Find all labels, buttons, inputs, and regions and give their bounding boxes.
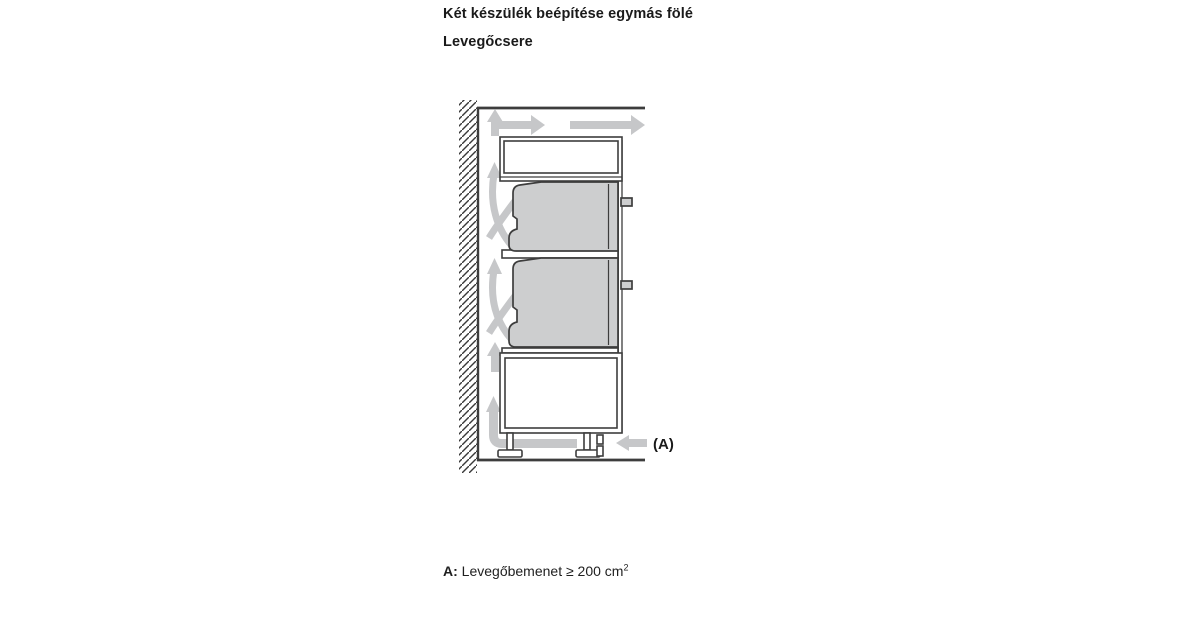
air-inlet-arrow <box>616 435 647 451</box>
top-niche <box>500 137 622 181</box>
airflow-out-arrow <box>570 115 645 135</box>
base-cabinet <box>500 353 622 433</box>
airflow-diagram-svg <box>455 88 700 483</box>
lower-oven <box>509 258 632 347</box>
installation-diagram <box>455 88 700 483</box>
caption-text: Levegőbemenet ≥ 200 cm <box>457 563 624 579</box>
upper-oven <box>509 182 632 251</box>
page-subtitle: Levegőcsere <box>443 34 533 50</box>
inlet-label: (A) <box>653 436 674 453</box>
caption <box>443 563 628 579</box>
caption-label: A: <box>443 563 458 579</box>
lower-oven-handle <box>621 281 632 289</box>
airflow-top-right-arrow <box>497 115 545 135</box>
caption-superscript: 2 <box>623 562 629 573</box>
wall-hatch <box>459 100 477 473</box>
upper-oven-handle <box>621 198 632 206</box>
page-title: Két készülék beépítése egymás fölé <box>443 6 694 22</box>
